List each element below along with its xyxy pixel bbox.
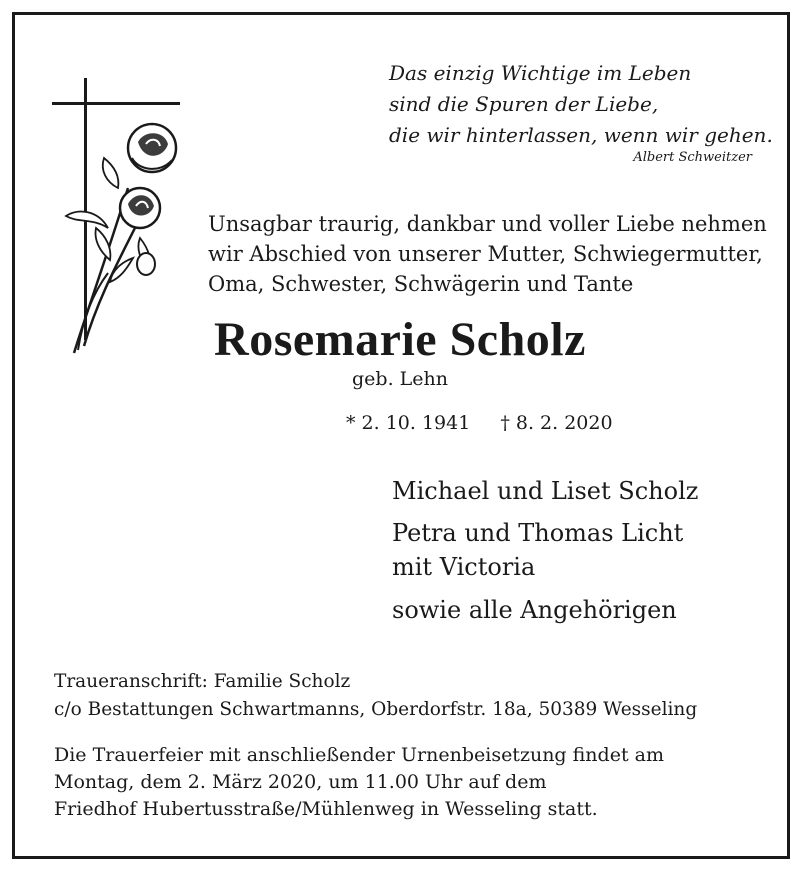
memorial-quote — [389, 58, 773, 151]
mourner-line: mit Victoria — [392, 553, 536, 581]
quote-line: Das einzig Wichtige im Leben — [389, 61, 692, 85]
address-line: c/o Bestattungen Schwartmanns, Oberdorfstr. 18a, 50389 Wesseling — [54, 699, 698, 720]
quote-line: die wir hinterlassen, wenn wir gehen. — [389, 123, 773, 147]
ceremony-line: Die Trauerfeier mit anschließender Urnenbeisetzung findet am — [54, 744, 664, 766]
mourning-address — [54, 668, 697, 724]
intro-line: Oma, Schwester, Schwägerin und Tante — [208, 272, 634, 296]
deceased-name: Rosemarie Scholz — [214, 313, 586, 366]
ceremony-line: Montag, dem 2. März 2020, um 11.00 Uhr auf dem — [54, 771, 547, 793]
birth-date: * 2. 10. 1941 — [346, 412, 471, 434]
mourner-line: Petra und Thomas Licht — [392, 519, 684, 547]
quote-author: Albert Schweitzer — [633, 150, 752, 165]
intro-line: wir Abschied von unserer Mutter, Schwiegermutter, — [208, 242, 763, 266]
ceremony-line: Friedhof Hubertusstraße/Mühlenweg in Wesseling statt. — [54, 798, 598, 820]
mourner-line: Michael und Liset Scholz — [392, 477, 699, 505]
address-line: Traueranschrift: Familie Scholz — [54, 671, 351, 692]
birth-name: geb. Lehn — [352, 368, 448, 390]
mourner-group — [392, 516, 683, 584]
quote-line: sind die Spuren der Liebe, — [389, 92, 659, 116]
life-dates — [346, 412, 613, 434]
death-date: † 8. 2. 2020 — [500, 412, 613, 434]
ceremony-info — [54, 742, 664, 823]
mourner-line: sowie alle Angehörigen — [392, 596, 677, 624]
intro-text — [208, 209, 767, 299]
intro-line: Unsagbar traurig, dankbar und voller Liebe nehmen — [208, 212, 767, 236]
